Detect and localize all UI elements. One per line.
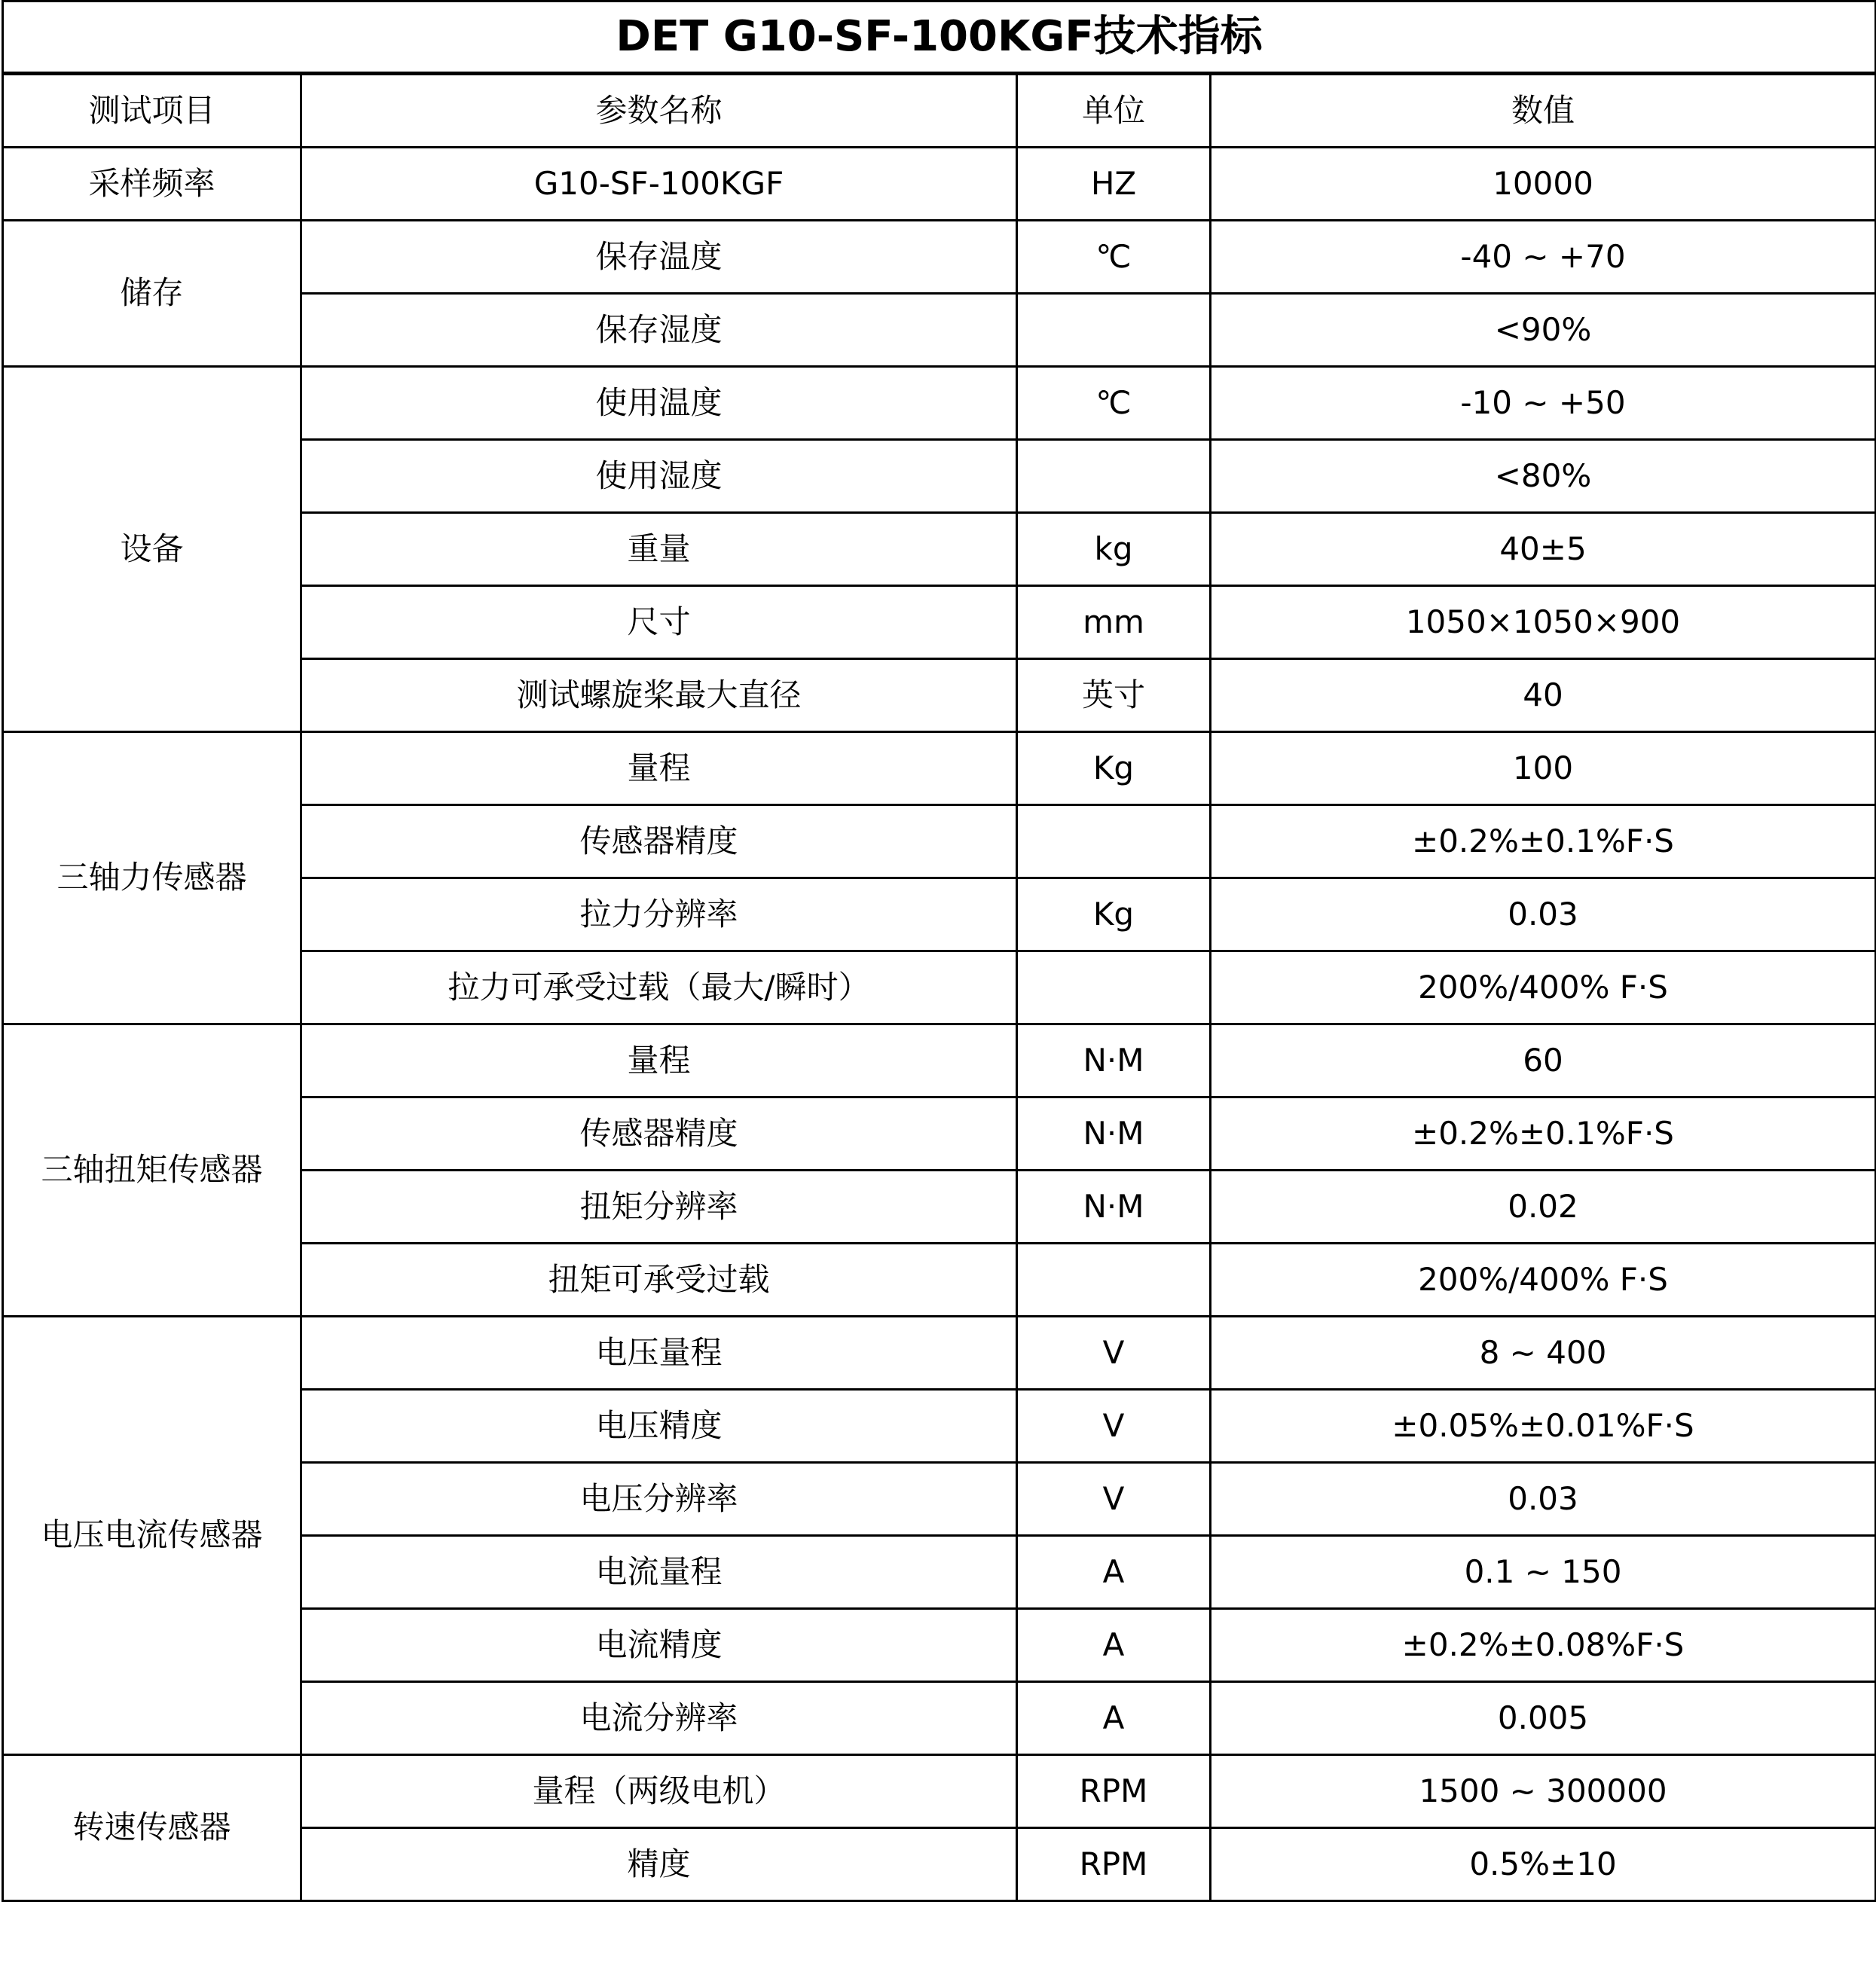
- value-cell: -40 ~ +70: [1211, 221, 1876, 294]
- param-name-cell: 电压量程: [301, 1317, 1017, 1390]
- unit-cell: V: [1017, 1317, 1211, 1390]
- value-cell: 0.03: [1211, 1463, 1876, 1536]
- header-param-name: 参数名称: [301, 74, 1017, 148]
- param-name-cell: 电流量程: [301, 1536, 1017, 1609]
- title-row: [3, 2, 1876, 74]
- value-cell: 10000: [1211, 148, 1876, 221]
- header-value: 数值: [1211, 74, 1876, 148]
- spec-table: [2, 0, 1876, 1902]
- param-name-cell: 拉力分辨率: [301, 878, 1017, 951]
- unit-cell: RPM: [1017, 1755, 1211, 1828]
- test-item-cell: 三轴扭矩传感器: [3, 1024, 301, 1317]
- unit-cell: Kg: [1017, 878, 1211, 951]
- test-item-cell: 电压电流传感器: [3, 1317, 301, 1755]
- table-title: DET G10-SF-100KGF技术指标: [3, 2, 1876, 74]
- param-name-cell: 电流分辨率: [301, 1682, 1017, 1755]
- unit-cell: V: [1017, 1390, 1211, 1463]
- value-cell: ±0.05%±0.01%F·S: [1211, 1390, 1876, 1463]
- param-name-cell: 传感器精度: [301, 1097, 1017, 1171]
- param-name-cell: 电流精度: [301, 1609, 1017, 1682]
- unit-cell: [1017, 440, 1211, 513]
- param-name-cell: 测试螺旋桨最大直径: [301, 659, 1017, 732]
- test-item-cell: 三轴力传感器: [3, 732, 301, 1024]
- test-item-cell: 设备: [3, 367, 301, 732]
- param-name-cell: 量程: [301, 1024, 1017, 1097]
- value-cell: ±0.2%±0.08%F·S: [1211, 1609, 1876, 1682]
- unit-cell: [1017, 1244, 1211, 1317]
- param-name-cell: 扭矩分辨率: [301, 1171, 1017, 1244]
- value-cell: ±0.2%±0.1%F·S: [1211, 805, 1876, 878]
- header-row: [3, 74, 1876, 148]
- unit-cell: N·M: [1017, 1024, 1211, 1097]
- value-cell: 200%/400% F·S: [1211, 1244, 1876, 1317]
- table-row: [3, 1024, 1876, 1097]
- param-name-cell: 电压分辨率: [301, 1463, 1017, 1536]
- test-item-cell: 采样频率: [3, 148, 301, 221]
- param-name-cell: G10-SF-100KGF: [301, 148, 1017, 221]
- value-cell: 0.1 ~ 150: [1211, 1536, 1876, 1609]
- param-name-cell: 拉力可承受过载（最大/瞬时）: [301, 951, 1017, 1024]
- unit-cell: A: [1017, 1609, 1211, 1682]
- param-name-cell: 精度: [301, 1828, 1017, 1901]
- unit-cell: mm: [1017, 586, 1211, 659]
- unit-cell: [1017, 294, 1211, 367]
- value-cell: 0.03: [1211, 878, 1876, 951]
- value-cell: 8 ~ 400: [1211, 1317, 1876, 1390]
- value-cell: 0.02: [1211, 1171, 1876, 1244]
- unit-cell: ℃: [1017, 367, 1211, 440]
- value-cell: 1500 ~ 300000: [1211, 1755, 1876, 1828]
- unit-cell: ℃: [1017, 221, 1211, 294]
- unit-cell: [1017, 805, 1211, 878]
- spec-table-body: [3, 2, 1876, 1901]
- value-cell: 1050×1050×900: [1211, 586, 1876, 659]
- unit-cell: 英寸: [1017, 659, 1211, 732]
- unit-cell: Kg: [1017, 732, 1211, 805]
- value-cell: 0.5%±10: [1211, 1828, 1876, 1901]
- param-name-cell: 保存湿度: [301, 294, 1017, 367]
- param-name-cell: 电压精度: [301, 1390, 1017, 1463]
- value-cell: 40±5: [1211, 513, 1876, 586]
- param-name-cell: 传感器精度: [301, 805, 1017, 878]
- header-test-item: 测试项目: [3, 74, 301, 148]
- param-name-cell: 尺寸: [301, 586, 1017, 659]
- unit-cell: N·M: [1017, 1171, 1211, 1244]
- param-name-cell: 量程: [301, 732, 1017, 805]
- value-cell: 200%/400% F·S: [1211, 951, 1876, 1024]
- value-cell: 40: [1211, 659, 1876, 732]
- param-name-cell: 扭矩可承受过载: [301, 1244, 1017, 1317]
- table-row: [3, 1755, 1876, 1828]
- param-name-cell: 保存温度: [301, 221, 1017, 294]
- param-name-cell: 使用湿度: [301, 440, 1017, 513]
- unit-cell: A: [1017, 1536, 1211, 1609]
- unit-cell: [1017, 951, 1211, 1024]
- unit-cell: RPM: [1017, 1828, 1211, 1901]
- table-row: [3, 732, 1876, 805]
- table-row: [3, 1317, 1876, 1390]
- unit-cell: HZ: [1017, 148, 1211, 221]
- param-name-cell: 使用温度: [301, 367, 1017, 440]
- value-cell: <90%: [1211, 294, 1876, 367]
- value-cell: 60: [1211, 1024, 1876, 1097]
- unit-cell: N·M: [1017, 1097, 1211, 1171]
- unit-cell: V: [1017, 1463, 1211, 1536]
- header-unit: 单位: [1017, 74, 1211, 148]
- table-row: [3, 367, 1876, 440]
- param-name-cell: 重量: [301, 513, 1017, 586]
- value-cell: <80%: [1211, 440, 1876, 513]
- param-name-cell: 量程（两级电机）: [301, 1755, 1017, 1828]
- unit-cell: kg: [1017, 513, 1211, 586]
- value-cell: -10 ~ +50: [1211, 367, 1876, 440]
- value-cell: ±0.2%±0.1%F·S: [1211, 1097, 1876, 1171]
- test-item-cell: 储存: [3, 221, 301, 367]
- table-row: [3, 148, 1876, 221]
- table-row: [3, 221, 1876, 294]
- value-cell: 100: [1211, 732, 1876, 805]
- unit-cell: A: [1017, 1682, 1211, 1755]
- value-cell: 0.005: [1211, 1682, 1876, 1755]
- test-item-cell: 转速传感器: [3, 1755, 301, 1901]
